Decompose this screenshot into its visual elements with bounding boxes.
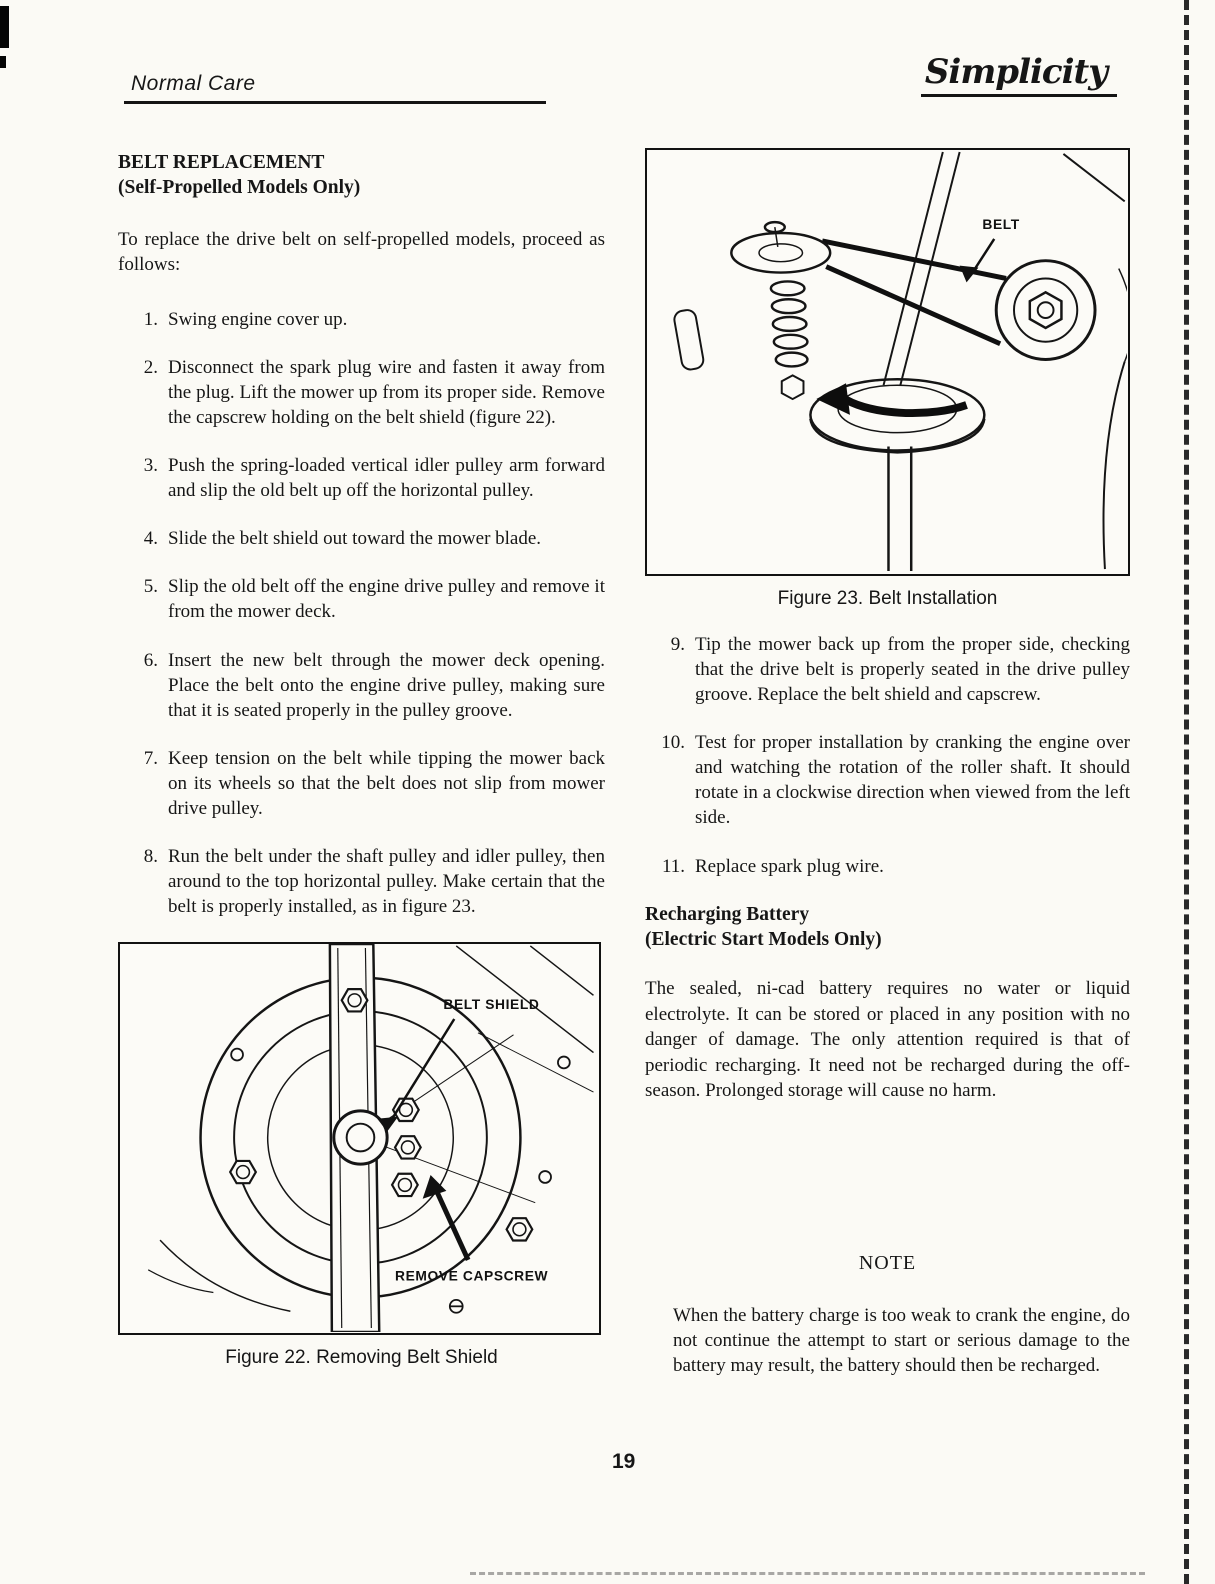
recharging-heading: Recharging Battery: [645, 903, 810, 925]
step-number: 4.: [143, 528, 158, 550]
running-head: Normal Care: [131, 72, 256, 95]
step-text: Swing engine cover up.: [168, 308, 348, 330]
step-item: [645, 730, 1130, 830]
remove-capscrew-label: REMOVE CAPSCREW: [395, 1267, 549, 1284]
recharging-subheading: (Electric Start Models Only): [645, 928, 882, 950]
step-number: 11.: [661, 855, 685, 877]
step-number: 3.: [143, 455, 158, 477]
step-text: Insert the new belt through the mower deck opening. Place the belt onto the engine drive pulley, making sure that it is seated properly in the pulley groove.: [168, 649, 605, 721]
step-item: [118, 844, 605, 919]
figure-23-illustration: [647, 150, 1127, 573]
step-text: Test for proper installation by cranking the engine over and watching the rotation of the roller shaft. It should rotate in a clockwise direction when viewed from the left side.: [695, 732, 1130, 829]
step-item: [118, 307, 605, 332]
note-paragraph: When the battery charge is too weak to crank the engine, do not continue the attempt to start or serious damage to the battery may result, the battery should then be recharged.: [673, 1304, 1130, 1377]
belt-label: BELT: [982, 216, 1020, 233]
step-text: Replace spark plug wire.: [695, 855, 884, 877]
section-heading: BELT REPLACEMENT: [118, 152, 325, 173]
step-number: 2.: [143, 356, 158, 378]
idler-pulley-and-spring: [731, 222, 830, 399]
right-column: [645, 148, 1130, 1398]
step-number: 10.: [661, 732, 685, 754]
header-rule: [124, 101, 546, 104]
figure-22-caption: Figure 22. Removing Belt Shield: [225, 1347, 498, 1369]
step-item: [118, 574, 605, 624]
recharging-paragraph: The sealed, ni-cad battery requires no water or liquid electrolyte. It can be stored or placed in any position with no danger of damage. The only attention required is that of periodic recharging. It need not be recharged during the off-season. Prolonged storage will cause no harm.: [645, 978, 1130, 1102]
figure-23-caption: Figure 23. Belt Installation: [777, 588, 998, 609]
step-text: Push the spring-loaded vertical idler pulley arm forward and slip the old belt up off the horizontal pulley.: [168, 455, 605, 502]
belt-shield-label: BELT SHIELD: [443, 996, 540, 1013]
page-number: 19: [612, 1450, 636, 1473]
step-text: Slip the old belt off the engine drive pulley and remove it from the mower deck.: [168, 576, 605, 623]
step-text: Disconnect the spark plug wire and fasten it away from the plug. Lift the mower up from its proper side. Remove the capscrew holding on the belt shield (figure 22).: [168, 356, 605, 429]
scan-edge-mark: [0, 56, 6, 68]
step-number: 8.: [143, 846, 158, 868]
step-text: Run the belt under the shaft pulley and idler pulley, then around to the top horizontal pulley. Make certain that the belt is properly installed, as in figure 23.: [168, 846, 605, 918]
step-number: 1.: [143, 308, 158, 330]
step-item: [645, 632, 1130, 707]
step-number: 5.: [143, 576, 158, 598]
figure-22-removing-belt-shield: [118, 942, 601, 1335]
intro-paragraph: To replace the drive belt on self-propelled models, proceed as follows:: [118, 228, 605, 275]
step-item: [645, 854, 1130, 879]
step-item: [118, 648, 605, 723]
step-item: [118, 355, 605, 430]
step-text: Slide the belt shield out toward the mower blade.: [168, 528, 542, 550]
step-item: [118, 453, 605, 503]
step-item: [118, 746, 605, 821]
note-heading: NOTE: [858, 1251, 917, 1274]
step-text: Keep tension on the belt while tipping the mower back on its wheels so that the belt does not slip from mower drive pulley.: [168, 747, 605, 819]
figure-22-illustration: [120, 944, 598, 1332]
scan-edge-mark: [0, 6, 9, 48]
step-text: Tip the mower back up from the proper side, checking that the drive belt is properly seated in the drive pulley groove. Replace the belt shield and capscrew.: [695, 634, 1130, 706]
left-column: [118, 150, 605, 1391]
brand-logo: Simplicity: [921, 52, 1117, 97]
step-item: [118, 526, 605, 551]
binding-dashed-line: [1184, 0, 1189, 1584]
section-subheading: (Self-Propelled Models Only): [118, 177, 361, 199]
horizontal-pulley: [996, 261, 1095, 360]
belt-shield-arrow: [389, 1019, 454, 1124]
step-number: 7.: [143, 747, 158, 769]
remove-capscrew-arrow: [437, 1191, 469, 1260]
scan-bottom-dashes: [470, 1572, 1145, 1575]
step-number: 6.: [143, 649, 158, 671]
figure-23-belt-installation: [645, 148, 1130, 576]
rotation-arrow: [842, 397, 967, 413]
step-number: 9.: [670, 634, 685, 655]
